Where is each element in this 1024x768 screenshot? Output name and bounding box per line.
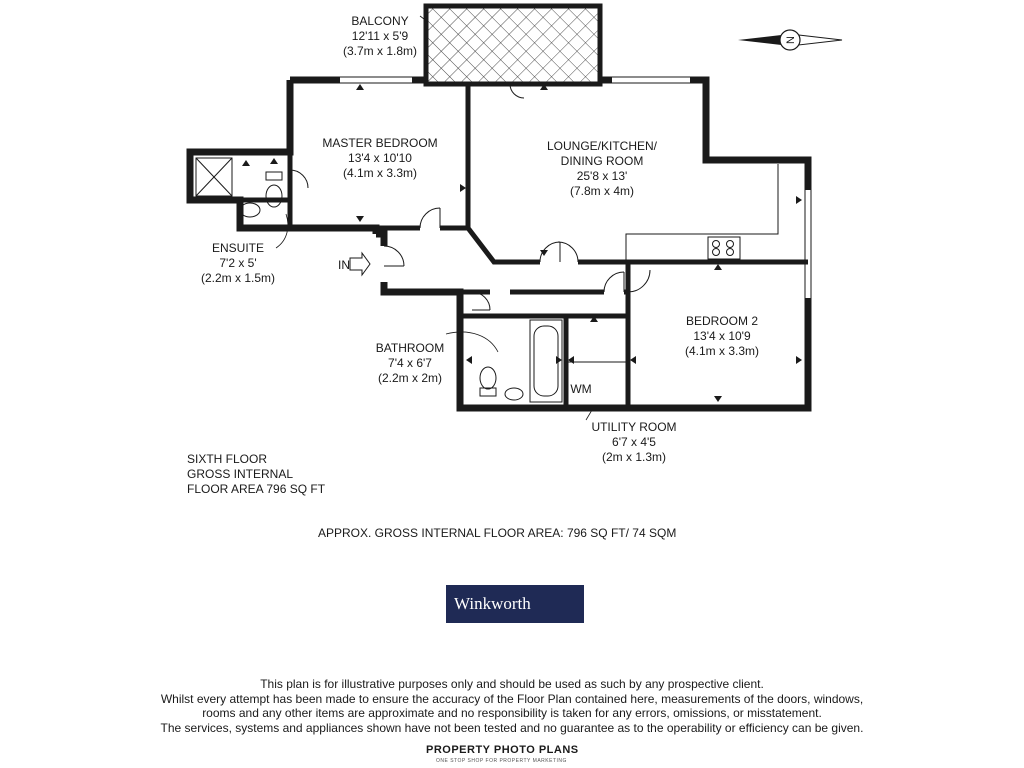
room-name: BALCONY [351, 14, 409, 28]
disclaimer-line: The services, systems and appliances shown have not been tested and no guarantee as to the operability or efficiency can be given. [160, 720, 864, 735]
room-imperial: 7'2 x 5' [219, 256, 257, 270]
interior-walls [240, 82, 808, 408]
room-imperial: 13'4 x 10'10 [348, 151, 412, 165]
room-metric: (2m x 1.3m) [601, 450, 666, 464]
room-label-ensuite [196, 241, 280, 286]
floor-summary-line3: FLOOR AREA 796 SQ FT [187, 482, 326, 496]
disclaimer-line: This plan is for illustrative purposes only and should be used as such by any prospective client. [260, 677, 764, 691]
compass-north-letter: N [785, 36, 797, 44]
floor-summary [187, 452, 325, 497]
room-metric: (7.8m x 4m) [569, 184, 634, 198]
room-label-master-bedroom [310, 136, 450, 181]
room-label-bathroom [370, 341, 450, 386]
room-imperial: 7'4 x 6'7 [388, 356, 432, 370]
washing-machine-label: WM [570, 382, 592, 396]
entrance-arrow [350, 253, 370, 275]
compass-icon [738, 30, 842, 50]
bathroom-fixtures [480, 320, 562, 402]
room-metric: (2.2m x 2m) [377, 371, 442, 385]
room-name: MASTER BEDROOM [322, 136, 438, 150]
brand-name: Winkworth [454, 594, 531, 613]
room-name: BATHROOM [375, 341, 445, 355]
room-imperial: 13'4 x 10'9 [693, 329, 751, 343]
credit-tagline: ONE STOP SHOP FOR PROPERTY MARKETING [436, 758, 567, 764]
room-metric: (4.1m x 3.3m) [684, 344, 759, 358]
room-name: ENSUITE [211, 241, 264, 255]
room-imperial: 6'7 x 4'5 [612, 435, 656, 449]
room-metric: (3.7m x 1.8m) [342, 44, 417, 58]
floor-summary-line2: GROSS INTERNAL [187, 467, 294, 481]
room-metric: (2.2m x 1.5m) [200, 271, 275, 285]
room-name: BEDROOM 2 [685, 314, 758, 328]
disclaimer-line: rooms and any other items are approximate and no responsibility is taken for any errors, omissions, or misstatement. [202, 706, 822, 720]
room-name: UTILITY ROOM [591, 420, 677, 434]
room-imperial: 12'11 x 5'9 [351, 29, 409, 43]
room-label-utility [584, 420, 684, 465]
room-name-line1: LOUNGE/KITCHEN/ [546, 139, 657, 153]
room-imperial: 25'8 x 13' [576, 169, 628, 183]
room-label-bedroom-2 [664, 314, 780, 359]
room-metric: (4.1m x 3.3m) [342, 166, 417, 180]
entrance-label: IN [338, 258, 350, 272]
room-name-line2: DINING ROOM [560, 154, 644, 168]
brand-logo [446, 585, 584, 623]
floor-summary-line1: SIXTH FLOOR [187, 452, 268, 466]
approx-floor-area: APPROX. GROSS INTERNAL FLOOR AREA: 796 SQ FT/ 74 SQM [318, 526, 677, 540]
room-label-balcony [338, 14, 422, 59]
credit-logo: PROPERTY PHOTO PLANS [426, 744, 579, 756]
disclaimer-line: Whilst every attempt has been made to ensure the accuracy of the Floor Plan contained here, measurements of the doors, windows, [160, 691, 864, 706]
balcony-area [426, 6, 600, 84]
disclaimer [80, 677, 944, 735]
room-label-lounge [532, 139, 672, 199]
